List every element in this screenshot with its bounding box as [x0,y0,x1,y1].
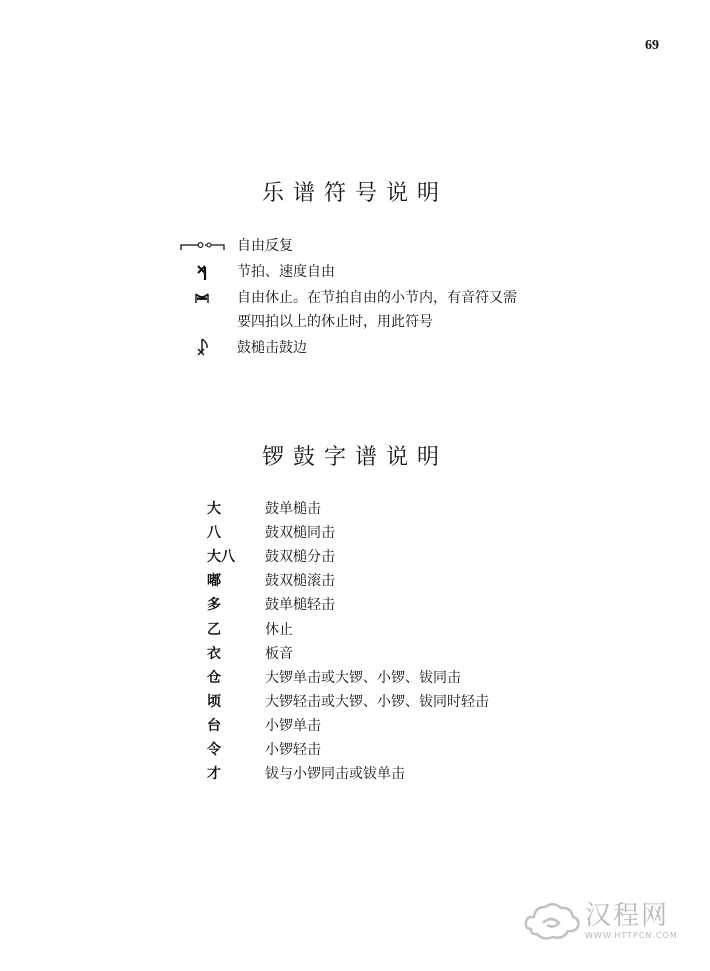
percussion-key: 令 [207,742,221,758]
free-rest-icon [176,286,228,310]
percussion-desc: 鼓双槌分击 [265,549,335,565]
percussion-desc: 鼓双槌滚击 [265,573,335,589]
notation-item-text: 自由反复 [237,238,293,254]
notation-section-title: 乐谱符号说明 [261,181,448,206]
percussion-key: 多 [207,597,221,613]
drum-rim-note-icon [176,336,228,360]
percussion-desc: 鼓双槌同击 [265,525,335,541]
watermark-url: WWW.HTTPCN.COM [585,931,678,940]
percussion-key: 衣 [207,646,221,662]
percussion-key: 才 [207,766,221,782]
notation-item-text: 鼓槌击鼓边 [237,340,307,356]
free-tempo-icon [176,260,228,284]
percussion-desc: 休止 [265,622,293,638]
percussion-desc: 鼓单槌轻击 [265,597,335,613]
watermark-logo-text: 汉程网 [585,901,670,931]
page-number: 69 [645,38,659,53]
percussion-key: 顷 [207,694,221,710]
percussion-desc: 大锣单击或大锣、小锣、钹同击 [265,670,461,686]
percussion-key: 台 [207,718,221,734]
percussion-key: 乙 [207,622,221,638]
percussion-desc: 小锣轻击 [265,742,321,758]
percussion-key: 仓 [207,670,221,686]
percussion-desc: 钹与小锣同击或钹单击 [265,766,405,782]
notation-item-text: 节拍、速度自由 [237,264,335,280]
percussion-key: 嘟 [207,573,221,589]
watermark [523,893,698,951]
percussion-desc: 鼓单槌击 [265,501,321,517]
percussion-key: 大八 [207,549,235,565]
percussion-desc: 板音 [265,646,293,662]
percussion-key: 大 [207,501,221,517]
percussion-desc: 小锣单击 [265,718,321,734]
watermark-cloud-icon [523,895,581,949]
notation-item-text: 自由休止。在节拍自由的小节内，有音符又需 [237,290,517,306]
percussion-section-title: 锣鼓字谱说明 [261,445,448,470]
notation-item-text-continued: 要四拍以上的休止时，用此符号 [237,314,433,330]
percussion-key: 八 [207,525,221,541]
percussion-desc: 大锣轻击或大锣、小锣、钹同时轻击 [265,694,489,710]
free-repeat-icon [176,234,228,258]
notation-item-text-block [237,286,567,334]
